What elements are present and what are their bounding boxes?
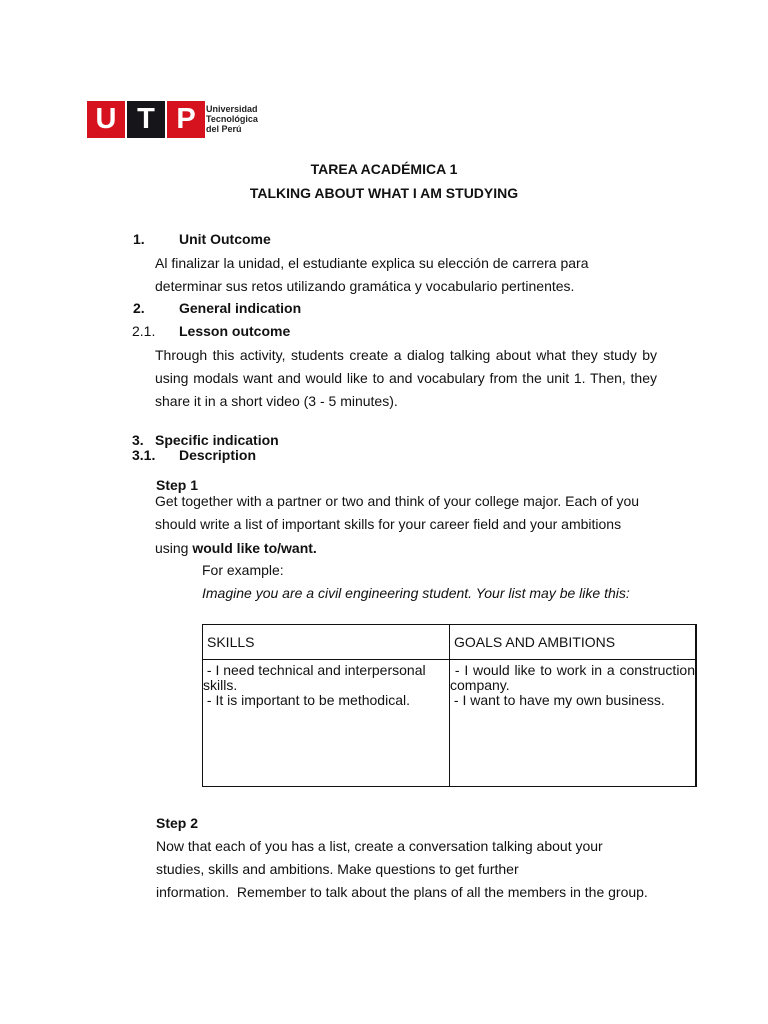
section-2-1-line-3: share it in a short video (3 - 5 minutes). (155, 393, 398, 409)
section-1-number: 1. (133, 231, 145, 247)
logo-letter-p: P (167, 101, 205, 138)
logo-letter-t: T (127, 101, 165, 138)
step-1-heading: Step 1 (156, 477, 199, 493)
section-1-line-1: Al finalizar la unidad, el estudiante explica su elección de carrera para (155, 255, 589, 271)
skills-item-2: - It is important to be methodical. (203, 692, 410, 708)
section-2-1-heading: Lesson outcome (179, 323, 291, 339)
example-label: For example: (202, 562, 284, 578)
section-3-heading: Specific indication (155, 432, 279, 448)
skills-item-1: - I need technical and interpersonal (203, 662, 426, 678)
step-2-heading: Step 2 (156, 815, 199, 831)
logo-letter-u: U (87, 101, 125, 138)
section-2-1-line-2: using modals want and would like to and vocabulary from the unit 1. Then, they (155, 370, 657, 386)
table-header-skills: SKILLS (203, 625, 450, 660)
document-title: TAREA ACADÉMICA 1 (310, 161, 458, 177)
example-text: Imagine you are a civil engineering student. Your list may be like this: (202, 585, 630, 601)
skills-item-1-cont: skills. (203, 677, 238, 693)
step-1-line-3: using would like to/want. (155, 540, 317, 556)
step-2-line-3: information. Remember to talk about the plans of all the members in the group. (156, 884, 648, 900)
step-1-line-1: Get together with a partner or two and think of your college major. Each of you (155, 493, 640, 509)
section-2-heading: General indication (179, 300, 302, 316)
table-cell-skills (203, 660, 450, 787)
section-1-line-2: determinar sus retos utilizando gramática y vocabulario pertinentes. (155, 278, 575, 294)
step-1-modal-emphasis: would like to/want. (192, 540, 317, 556)
section-3-1-heading: Description (179, 447, 257, 463)
goals-item-2: - I want to have my own business. (450, 692, 665, 708)
table-cell-goals (450, 660, 697, 787)
logo-university-name: Universidad Tecnológica del Perú (206, 104, 258, 134)
section-2-1-number: 2.1. (132, 323, 156, 339)
goals-item-1-cont: company. (450, 677, 510, 693)
document-subtitle: TALKING ABOUT WHAT I AM STUDYING (249, 185, 519, 201)
goals-item-1: - I would like to work in a construction (450, 662, 695, 678)
section-2-number: 2. (133, 300, 145, 316)
table-header-row (203, 625, 697, 660)
table-row (203, 660, 697, 787)
table-header-goals: GOALS AND AMBITIONS (450, 625, 697, 660)
utp-logo (87, 101, 205, 138)
section-1-heading: Unit Outcome (179, 231, 271, 247)
section-3-number: 3. (132, 432, 144, 448)
step-1-line-2: should write a list of important skills for your career field and your ambitions (155, 516, 622, 532)
section-2-1-line-1: Through this activity, students create a dialog talking about what they study by (155, 347, 657, 363)
section-3-1-number: 3.1. (132, 447, 156, 463)
step-2-line-1: Now that each of you has a list, create a conversation talking about your (156, 838, 603, 854)
skills-goals-table (202, 624, 697, 787)
step-2-line-2: studies, skills and ambitions. Make questions to get further (156, 861, 519, 877)
